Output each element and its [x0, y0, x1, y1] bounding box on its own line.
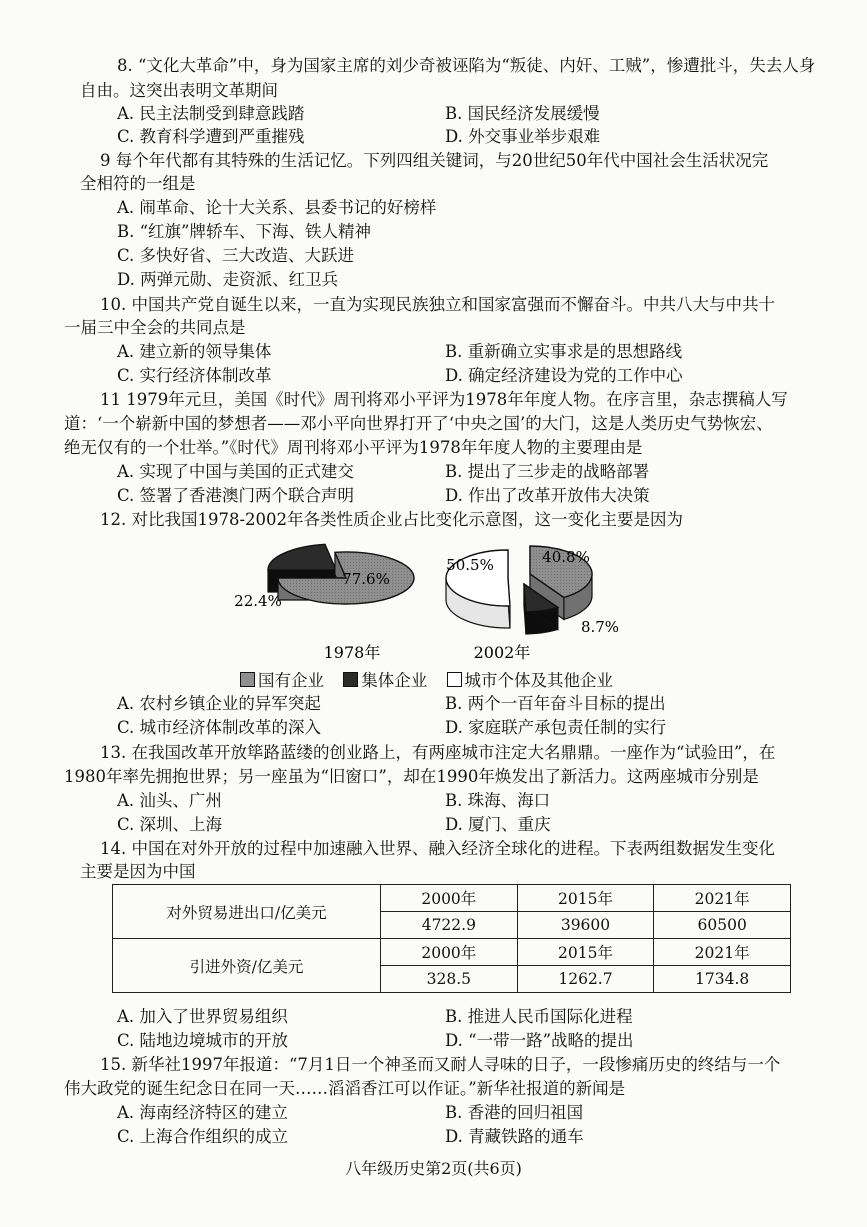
q14-stem-line1: 14. 中国在对外开放的过程中加速融入世界、融入经济全球化的进程。下表两组数据发生变化	[100, 839, 775, 858]
q10-stem-line1: 10. 中国共产党自诞生以来，一直为实现民族独立和国家富强而不懈奋斗。中共八大与中共十	[100, 295, 775, 314]
legend-swatch-state	[240, 672, 255, 687]
q15-option-a: A. 海南经济特区的建立	[117, 1103, 288, 1122]
table-cell: 1734.8	[654, 966, 791, 993]
q8-option-d: D. 外交事业举步艰难	[445, 127, 601, 146]
q11-option-d: D. 作出了改革开放伟大决策	[445, 486, 650, 505]
q14-option-c: C. 陆地边境城市的开放	[117, 1031, 289, 1050]
row-label-trade: 对外贸易进出口/亿美元	[113, 885, 381, 939]
table-cell: 2000年	[381, 885, 518, 912]
legend-swatch-private	[447, 672, 462, 687]
q10-stem-line2: 一届三中全会的共同点是	[64, 318, 246, 337]
q12-option-c: C. 城市经济体制改革的深入	[117, 718, 322, 737]
trade-investment-table	[112, 884, 791, 993]
q10-option-a: A. 建立新的领导集体	[117, 342, 272, 361]
q9-stem-line1: 9 每个年代都有其特殊的生活记忆。下列四组关键词，与20世纪50年代中国社会生活状况完	[100, 151, 769, 170]
row-label-investment: 引进外资/亿美元	[113, 939, 381, 993]
data-label-private-2002: 50.5%	[446, 556, 494, 574]
q14-option-a: A. 加入了世界贸易组织	[117, 1007, 288, 1026]
data-label-state-1978: 77.6%	[342, 570, 390, 588]
pie-title-2002: 2002年	[473, 643, 531, 662]
q14-stem-line2: 主要是因为中国	[80, 862, 196, 881]
legend-label-state: 国有企业	[258, 671, 324, 690]
q14-option-b: B. 推进人民币国际化进程	[445, 1007, 633, 1026]
q11-option-a: A. 实现了中国与美国的正式建交	[117, 462, 354, 481]
legend-label-collective: 集体企业	[361, 671, 428, 690]
q13-option-b: B. 珠海、海口	[445, 791, 551, 810]
table-row	[113, 939, 791, 966]
q9-option-c: C. 多快好省、三大改造、大跃进	[117, 246, 355, 265]
q15-stem-line2: 伟大政党的诞生纪念日在同一天……滔滔香江可以作证。”新华社报道的新闻是	[64, 1079, 626, 1098]
table-row	[113, 885, 791, 912]
q15-option-d: D. 青藏铁路的通车	[445, 1127, 584, 1146]
q10-option-b: B. 重新确立实事求是的思想路线	[445, 342, 683, 361]
table-cell: 1262.7	[517, 966, 654, 993]
q11-stem-line2: 道：‘一个崭新中国的梦想者——邓小平向世界打开了‘中央之国’的大门，这是人类历史气势恢宏、	[64, 414, 773, 433]
q12-option-d: D. 家庭联产承包责任制的实行	[445, 718, 667, 737]
q9-stem-line2: 全相符的一组是	[80, 174, 196, 193]
q13-option-d: D. 厦门、重庆	[445, 815, 551, 834]
q10-option-d: D. 确定经济建设为党的工作中心	[445, 366, 683, 385]
q8-option-c: C. 教育科学遭到严重摧残	[117, 127, 305, 146]
q10-option-c: C. 实行经济体制改革	[117, 366, 272, 385]
q9-option-d: D. 两弹元勋、走资派、红卫兵	[117, 270, 339, 289]
table-cell: 2015年	[517, 939, 654, 966]
q8-option-b: B. 国民经济发展缓慢	[445, 104, 600, 123]
table-cell: 4722.9	[381, 912, 518, 939]
q15-option-c: C. 上海合作组织的成立	[117, 1127, 289, 1146]
q12-option-b: B. 两个一百年奋斗目标的提出	[445, 694, 666, 713]
legend-swatch-collective	[343, 672, 358, 687]
table-cell: 2021年	[654, 885, 791, 912]
q15-option-b: B. 香港的回归祖国	[445, 1103, 584, 1122]
table-cell: 2021年	[654, 939, 791, 966]
table-cell: 39600	[517, 912, 654, 939]
pie-title-1978: 1978年	[323, 643, 381, 662]
q9-option-b: B. “红旗”牌轿车、下海、铁人精神	[117, 222, 371, 241]
q11-option-c: C. 签署了香港澳门两个联合声明	[117, 486, 355, 505]
enterprise-share-pie-charts	[230, 532, 630, 667]
legend-label-private: 城市个体及其他企业	[464, 671, 613, 690]
q13-stem-line1: 13. 在我国改革开放筚路蓝缕的创业路上，有两座城市注定大名鼎鼎。一座作为“试验田”，在	[100, 743, 776, 762]
data-label-collective-1978: 22.4%	[234, 592, 282, 610]
q13-stem-line2: 1980年率先拥抱世界；另一座虽为“旧窗口”，却在1990年焕发出了新活力。这两座城市分别是	[64, 767, 759, 786]
table-cell: 328.5	[381, 966, 518, 993]
q11-option-b: B. 提出了三步走的战略部署	[445, 462, 650, 481]
data-label-collective-2002: 8.7%	[580, 618, 620, 636]
table-cell: 60500	[654, 912, 791, 939]
q8-stem-line2: 自由。这突出表明文革期间	[80, 81, 278, 100]
q9-option-a: A. 闹革命、论十大关系、县委书记的好榜样	[117, 198, 437, 217]
q8-option-a: A. 民主法制受到肆意践踏	[117, 104, 305, 123]
table-cell: 2015年	[517, 885, 654, 912]
pie-1978	[234, 544, 414, 662]
q13-option-c: C. 深圳、上海	[117, 815, 223, 834]
q11-stem-line3: 绝无仅有的一个壮举。”《时代》周刊将邓小平评为1978年年度人物的主要理由是	[64, 438, 643, 457]
q15-stem-line1: 15. 新华社1997年报道：“7月1日一个神圣而又耐人寻味的日子，一段惨痛历史的终结与一个	[100, 1055, 781, 1074]
q14-option-d: D. “一带一路”战略的提出	[445, 1031, 634, 1050]
q13-option-a: A. 汕头、广州	[117, 791, 222, 810]
q11-stem-line1: 11 1979年元旦，美国《时代》周刊将邓小平评为1978年年度人物。在序言里，杂志撰稿人写	[100, 390, 788, 409]
pie-2002	[446, 546, 619, 662]
page-footer: 八年级历史第2页(共6页)	[345, 1159, 522, 1178]
q12-stem-line1: 12. 对比我国1978-2002年各类性质企业占比变化示意图，这一变化主要是因为	[100, 510, 684, 529]
q8-stem-line1: 8. “文化大革命”中，身为国家主席的刘少奇被诬陷为“叛徒、内奸、工贼”，惨遭批斗，失去人身	[117, 56, 816, 75]
pie-legend	[240, 667, 613, 691]
q12-option-a: A. 农村乡镇企业的异军突起	[117, 694, 321, 713]
data-label-state-2002: 40.8%	[542, 548, 590, 566]
table-cell: 2000年	[381, 939, 518, 966]
